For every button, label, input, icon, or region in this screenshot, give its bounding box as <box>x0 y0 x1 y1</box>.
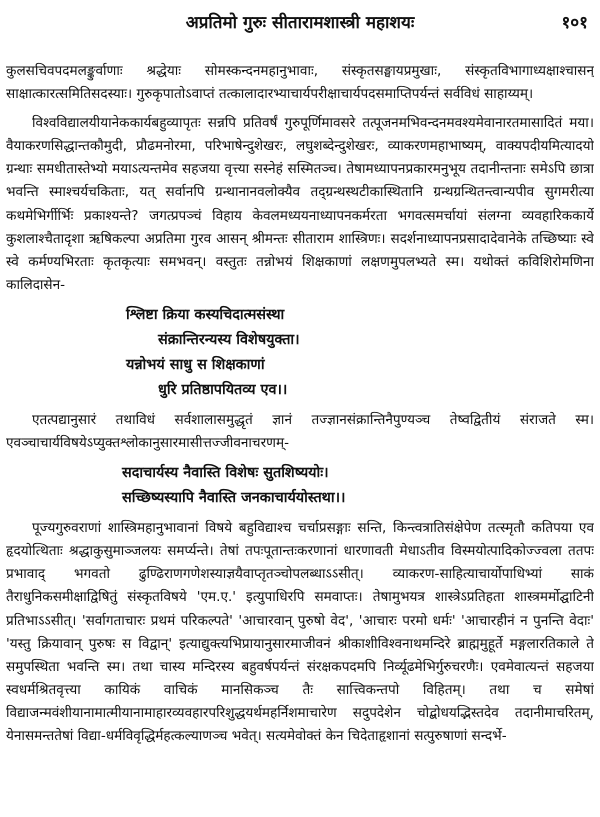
verse-line: यन्नोभयं साधु स शिक्षकाणां <box>126 356 265 373</box>
verse-block-2 <box>6 461 594 511</box>
verse-line: धुरि प्रतिष्ठापयितव्य एव।। <box>158 381 288 398</box>
verse-line: संक्रान्तिरन्यस्य विशेषयुक्ता। <box>158 331 300 348</box>
paragraph-4: पूज्यगुरुवराणां शास्त्रिमहानुभावानां विषये बहुविद्याश्च चर्चाप्रसङ्गाः सन्ति, किन्त्वत्रातिसंक्षेपेण तत्स्मृतौ कतिपया एव हृदयोत्थिताः श्रद्धाकुसुमाञ्जलयः समर्प्यन्ते। तेषां तपःपूतान्तःकरणानां धारणावती मेधाऽतीव विस्मयोत्पादिकोज्ज्वला ततपः प्रभावाद् भगवतो ढुण्ढिराणगणेशस्याज्ञयैवाप्तृतञ्चोपलब्धाऽऽसीत्। व्याकरण-साहित्याचार्योपाधिभ्यां साकं तैराधुनिकसमीक्षाद्विषितुं संस्कृतविषये 'एम.ए.' इत्युपाधिरपि समवाप्तः। तेषामुभयत्र शास्त्रेऽप्रतिहता शास्त्रमर्मोद्घाटिनी प्रतिभाऽऽसीत्। 'सर्वागताचारः प्रथमं परिकल्पते' 'आचारवान् पुरुषो वेद', 'आचारः परमो धर्मः' 'आचारहीनं न पुनन्ति वेदाः' 'यस्तु क्रियावान् पुरुषः स विद्वान्' इत्याद्युक्त्यभिप्रायानुसारमाजीवनं श्रीकाशीविश्वनाथमन्दिरे ब्राह्ममुहूर्ते मङ्गलारतिकाले ते समुपस्थिता भवन्ति स्म। तथा चास्य मन्दिरस्य बहुवर्षपर्यन्तं संरक्षकपदमपि निर्व्यूढमेभिर्गुरुचरणैः। एवमेवात्यन्तं सहजया स्वधर्मश्रितवृत्त्या कायिकं वाचिकं मानसिकञ्च तैः सात्त्विकन्तपो विहितम्। तथा च समेषां विद्याजन्मवंशीयानामात्मीयानामाहारव्यवहारपरिशुद्धयर्थमहर्निशमाचारेण सदुपदेशेन चोद्बोधयद्भिस्तदेव तदानीमाचरितम्, येनासमन्ततेषां विद्या-धर्मविवृद्धिर्महत्कल्याणञ्च भवेत्। सत्यमेवोक्तं केन चिदेताहृशानां सत्पुरुषाणां सन्दर्भे- <box>6 520 594 744</box>
page-title: अप्रतिमो गुरुः सीतारामशास्त्री महाशयः <box>185 13 415 33</box>
page-header <box>0 10 600 38</box>
page-number: १०१ <box>561 13 588 33</box>
document-body <box>6 60 594 811</box>
paragraph-3: एतत्पद्यानुसारं तथाविधं सर्वशालासमुद्धृतं ज्ञानं तज्ज्ञानसंक्रान्तिनैपुण्यञ्च तेष्वद्वितीयं संराजते स्म। एवञ्चाचार्यविषयेऽप्युक्तश्लोकानुसारमासीत्तज्जीवनाचरणम्- <box>6 411 594 452</box>
verse-line: सदाचार्यस्य नैवास्ति विशेषः सुतशिष्ययोः। <box>122 465 329 482</box>
paragraph-1: कुलसचिवपदमलङ्कुर्वाणाः श्रद्धेयाः सोमस्कन्दनमहानुभावाः, संस्कृतसङ्घायप्रमुखाः, संस्कृतविभागाध्यक्षाश्चासन् साक्षात्कारत्समितिसदस्याः। गुरुकृपातोऽवाप्तं तत्कालादारभ्याचार्यपरीक्षाचार्यपदसमाप्तिपर्यन्तं सर्वविधं साहाय्यम्। <box>6 63 594 103</box>
verse-line: श्लिष्टा क्रिया कस्यचिदात्मसंस्था <box>126 306 285 323</box>
verse-line: सच्छिष्यस्यापि नैवास्ति जनकाचार्ययोस्तथा।। <box>122 490 346 507</box>
paragraph-2: विश्वविद्यालयीयानेककार्यबहुव्यापृतः सन्नपि प्रतिवर्षं गुरुपूर्णिमावसरे तत्पूजनमभिवन्दनमवश्यमेवानारतमासादितं मया। वैयाकरणसिद्धान्तकौमुदी, प्रौढमनोरमा, परिभाषेन्दुशेखरः, लघुशब्देन्दुशेखरः, व्याकरणमहाभाष्यम्, वाक्यपदीयमित्यादयो ग्रन्थाः समधीतास्तेभ्यो मयाऽत्यन्तमेव सहजया वृत्त्या सस्नेहं सस्मितञ्च। तेषामध्यापनप्रकारमनुभूय तदानीन्तनाः समेऽपि छात्रा भवन्ति स्माश्चर्यचकिताः, यत् सर्वानपि ग्रन्थानानवलोक्यैव तद्ग्रन्थस्थटीकास्थितानि ग्रन्थग्रन्थितन्त्वान्यपीव सुगमरीत्या कथमेभिर्गीर्भिः प्रकाश्यन्ते? जगत्प्रपञ्चं विहाय केवलमध्ययनाध्यापनकर्मरता भगवत्समर्चायां संलग्ना व्यवहारिककार्ये कुशलाश्चैतादृशा ऋषिकल्पा अप्रतिमा गुरव आसन् श्रीमन्तः सीताराम शास्त्रिणः। सदर्शनाध्यापनप्रसादादेवानेके तच्छिष्याः स्वे स्वे कर्मण्यभिरताः कृतकृत्याः समभवन्। वस्तुतः तन्नोभयं शिक्षकाणां लक्षणमुपलभ्यते स्म। यथोक्तं कविशिरोमणिना कालिदासेन- <box>6 115 594 293</box>
verse-block-1 <box>6 303 594 403</box>
